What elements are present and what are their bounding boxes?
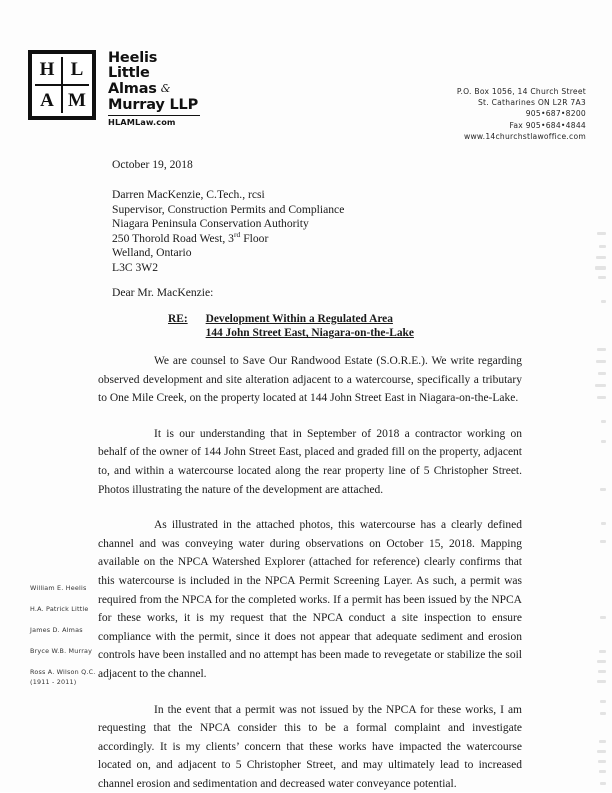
- subject-label: RE:: [168, 312, 188, 341]
- recipient-street-prefix: 250 Thorold Road West, 3: [112, 232, 234, 245]
- logo-letter-m: M: [62, 85, 92, 116]
- lawyer-emeritus-name: Ross A. Wilson Q.C.: [30, 668, 108, 678]
- lawyer-name-2: H.A. Patrick Little: [30, 605, 108, 613]
- lawyer-roster: [30, 584, 108, 687]
- recipient-postal-code: L3C 3W2: [112, 261, 344, 276]
- lawyer-name-1: William E. Heelis: [30, 584, 108, 592]
- lawyer-emeritus: [30, 668, 108, 687]
- lawyer-name-3: James D. Almas: [30, 626, 108, 634]
- recipient-street: [112, 232, 344, 247]
- hlam-logo-icon: [28, 50, 96, 120]
- recipient-organization: Niagara Peninsula Conservation Authority: [112, 217, 344, 232]
- body-paragraph-2: It is our understanding that in September of 2018 a contractor working on behalf of the owner of 144 John Street East, placed and graded fill on the property, adjacent to, and within a watercourse located along the rear property line of 5 Christopher Street. Photos illustrating the nature of the development are attached.: [98, 425, 522, 499]
- logo-letter-h: H: [32, 54, 62, 85]
- firm-name-block: [108, 50, 200, 127]
- firm-name-line-2: Little: [108, 66, 200, 81]
- subject-line-1: Development Within a Regulated Area: [206, 312, 414, 326]
- recipient-title: Supervisor, Construction Permits and Compliance: [112, 203, 344, 218]
- recipient-street-ordinal: rd: [234, 230, 240, 239]
- letter-date: October 19, 2018: [112, 158, 193, 171]
- firm-name-line-4: Murray LLP: [108, 98, 200, 113]
- body-paragraph-1: We are counsel to Save Our Randwood Estate (S.O.R.E.). We write regarding observed development and site alteration adjacent to a watercourse, specifically a tributary to One Mile Creek, on the property located at 144 John Street East in Niagara-on-the-Lake.: [98, 352, 522, 408]
- lawyer-name-4: Bryce W.B. Murray: [30, 647, 108, 655]
- recipient-address-block: [112, 188, 344, 276]
- recipient-street-suffix: Floor: [240, 232, 268, 245]
- subject-lines: [206, 312, 414, 341]
- recipient-name: Darren MacKenzie, C.Tech., rcsi: [112, 188, 344, 203]
- contact-website: www.14churchstlawoffice.com: [457, 131, 586, 142]
- firm-website-rule: [108, 115, 200, 127]
- firm-website: HLAMLaw.com: [108, 117, 200, 127]
- ampersand-glyph: &: [157, 82, 171, 95]
- body-paragraph-4: In the event that a permit was not issued by the NPCA for these works, I am requesting that the NPCA consider this to be a formal complaint and investigate accordingly. It is my clients’ concern that these works have impacted the watercourse located on, and adjacent to 5 Christopher Street, and may ultimately lead to increased channel erosion and sedimentation and decreased water conveyance potential.: [98, 701, 522, 793]
- firm-name-line-1: Heelis: [108, 51, 200, 66]
- firm-name-line-3: [108, 81, 200, 97]
- firm-name-almas: Almas: [108, 81, 157, 97]
- scan-bleed-artifacts: [592, 0, 608, 792]
- contact-phone: 905•687•8200: [457, 108, 586, 119]
- subject-block: [168, 312, 414, 341]
- contact-city: St. Catharines ON L2R 7A3: [457, 97, 586, 108]
- lawyer-emeritus-years: (1911 - 2011): [30, 678, 108, 688]
- letterhead: [28, 50, 200, 127]
- logo-letter-a: A: [32, 85, 62, 116]
- subject-line-2: 144 John Street East, Niagara-on-the-Lake: [206, 326, 414, 340]
- salutation: Dear Mr. MacKenzie:: [112, 286, 213, 299]
- contact-block: [457, 86, 586, 142]
- recipient-city: Welland, Ontario: [112, 246, 344, 261]
- letter-body: [98, 352, 522, 793]
- logo-letter-l: L: [62, 54, 92, 85]
- body-paragraph-3: As illustrated in the attached photos, this watercourse has a clearly defined channel and was conveying water during observations on October 15, 2018. Mapping available on the NPCA Watershed Explorer (attached for reference) clearly confirms that this watercourse is included in the NPCA Permit Screening Layer. As such, a permit was required from the NPCA for the completed works. If a permit has been issued by the NPCA for these works, it is my request that the NPCA conduct a site inspection to ensure compliance with the permit, since it does not appear that adequate sediment and erosion controls have been installed and no attempt has been made to revegetate or stabilize the soil adjacent to the channel.: [98, 516, 522, 683]
- contact-fax: Fax 905•684•4844: [457, 120, 586, 131]
- contact-po-box: P.O. Box 1056, 14 Church Street: [457, 86, 586, 97]
